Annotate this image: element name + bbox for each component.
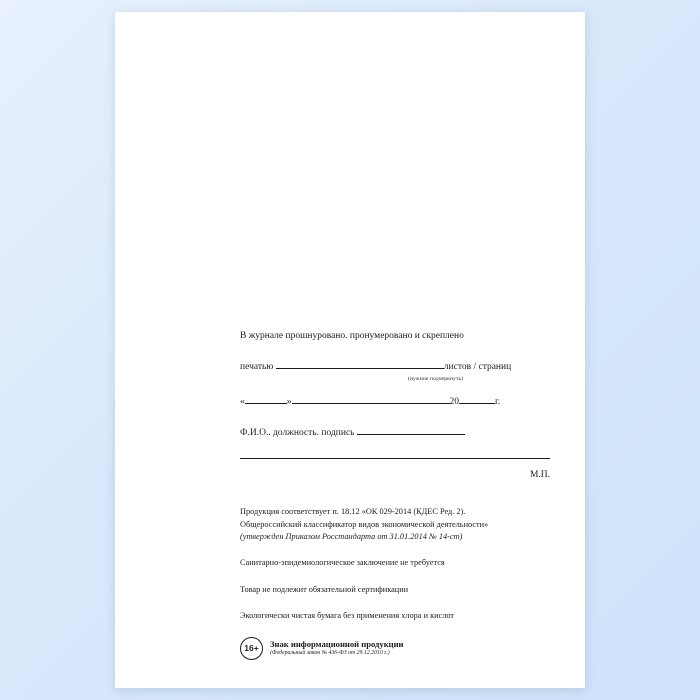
- signature-line: [240, 425, 550, 440]
- document-content: [240, 330, 550, 660]
- compliance-line-1: Продукция соответствует п. 18.12 «ОК 029-2014 (КДЕС Ред. 2).: [240, 507, 466, 517]
- certification-line-2: [240, 359, 550, 374]
- year-blank-field[interactable]: [459, 394, 495, 404]
- age-rating-block: [240, 637, 550, 660]
- signature-continuation-line: [240, 449, 550, 464]
- seal-label: печатью: [240, 361, 274, 372]
- signature-blank-field[interactable]: [357, 425, 465, 435]
- compliance-line-3: (утвержден Приказом Росстандарта от 31.01.2014 № 14-ст): [240, 531, 463, 541]
- signature-label: Ф.И.О.. должность. подпись: [240, 428, 355, 439]
- signature-blank-field-2[interactable]: [240, 449, 550, 459]
- year-prefix: 20: [449, 396, 459, 407]
- stamp-place-label: М.П.: [529, 470, 550, 481]
- day-blank-field[interactable]: [245, 394, 287, 404]
- document-page: [115, 12, 585, 688]
- eco-paper-paragraph: Экологически чистая бумага без применения хлора и кислот: [240, 611, 455, 621]
- certification-date-line: [240, 394, 550, 409]
- seal-blank-field[interactable]: [276, 359, 444, 369]
- certification-line-1: [240, 330, 550, 343]
- compliance-paragraph: [240, 506, 550, 543]
- sanitary-paragraph: Санитарно-эпидемиологическое заключение не требуется: [240, 558, 445, 568]
- quote-close: »: [286, 396, 292, 407]
- age-rating-text: [270, 639, 404, 657]
- certification-not-required-paragraph: Товар не подлежит обязательной сертификации: [240, 584, 409, 594]
- sheets-pages-label: листов / страниц: [443, 361, 512, 372]
- underline-instruction-note: (нужное подчеркнуть): [408, 375, 464, 382]
- age-rating-icon: 16+: [240, 637, 263, 660]
- quote-open: «: [240, 396, 245, 407]
- month-blank-field[interactable]: [292, 394, 450, 404]
- certification-line-1-text: В журнале прошнуровано. пронумеровано и скреплено: [240, 331, 464, 341]
- year-suffix: г.: [495, 396, 501, 407]
- age-rating-subtitle: (Федеральный закон № 436-ФЗ от 29.12.2010 г.): [270, 649, 390, 656]
- compliance-line-2: Общероссийский классификатор видов экономической деятельности»: [240, 519, 489, 529]
- age-rating-title: Знак информационной продукции: [270, 639, 404, 650]
